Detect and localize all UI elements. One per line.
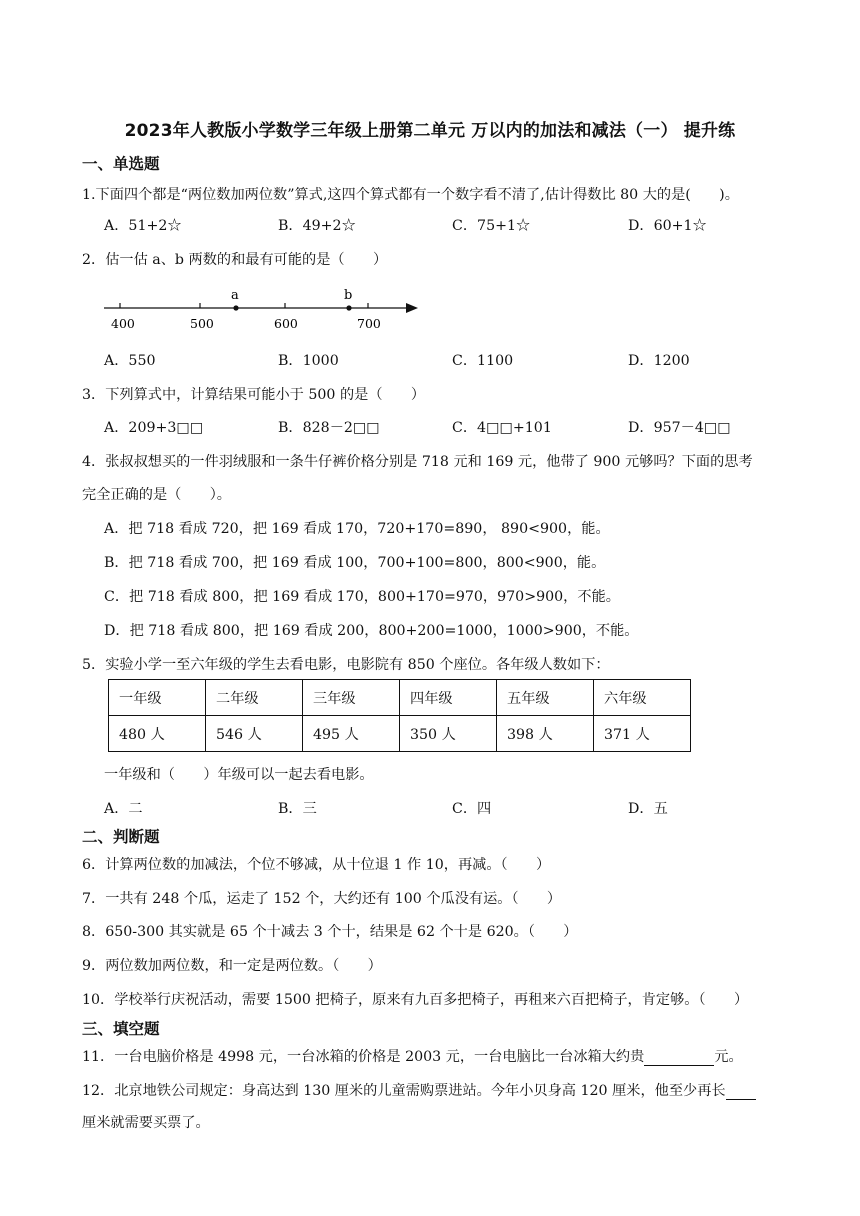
question-1-option-c: C．75+1☆ — [452, 218, 531, 234]
number-line-arrow — [406, 303, 418, 313]
question-2-option-d: D．1200 — [628, 353, 690, 369]
question-6: 6．计算两位数的加减法，个位不够减，从十位退 1 作 10，再减。（ ） — [82, 857, 551, 873]
grade-count-table — [108, 679, 691, 752]
question-2-stem: 2．估一估 a、b 两数的和最有可能的是（ ） — [82, 252, 388, 268]
question-1-option-d: D．60+1☆ — [628, 218, 707, 234]
question-8: 8．650-300 其实就是 65 个十减去 3 个十，结果是 62 个十是 620。（ ） — [82, 924, 578, 940]
table-cell: 480 人 — [109, 716, 206, 752]
table-header-cell: 四年级 — [400, 680, 497, 716]
question-5-option-a: A．二 — [104, 801, 143, 817]
number-line-figure — [100, 282, 430, 334]
question-11-text: 11．一台电脑价格是 4998 元，一台冰箱的价格是 2003 元，一台电脑比一台冰箱大约贵 — [82, 1049, 645, 1065]
table-cell: 546 人 — [206, 716, 303, 752]
question-3-option-d: D．957－4□□ — [628, 420, 731, 436]
question-4-option-d: D．把 718 看成 800，把 169 看成 200，800+200=1000，1000>900，不能。 — [104, 623, 639, 639]
question-1-option-b: B．49+2☆ — [278, 218, 356, 234]
table-header-row — [109, 680, 691, 716]
question-12-text-line-1: 12．北京地铁公司规定：身高达到 130 厘米的儿童需购票进站。今年小贝身高 120 厘米，他至少再长 — [82, 1083, 726, 1099]
point-a-label: a — [231, 288, 239, 303]
question-2-option-b: B．1000 — [278, 353, 339, 369]
question-3-stem: 3．下列算式中，计算结果可能小于 500 的是（ ） — [82, 387, 426, 403]
question-5-option-d: D．五 — [628, 801, 668, 817]
question-4-option-c: C．把 718 看成 800，把 169 看成 170，800+170=970，970>900，不能。 — [104, 589, 620, 605]
point-a — [233, 305, 238, 310]
table-cell: 371 人 — [594, 716, 691, 752]
point-b — [346, 305, 351, 310]
question-7: 7．一共有 248 个瓜，运走了 152 个，大约还有 100 个瓜没有运。（ ） — [82, 891, 562, 907]
table-header-cell: 三年级 — [303, 680, 400, 716]
answer-blank[interactable] — [726, 1083, 756, 1100]
question-1-stem: 1.下面四个都是“两位数加两位数”算式,这四个算式都有一个数字看不清了,估计得数比 80 大的是( )。 — [82, 187, 739, 203]
question-3-option-c: C．4□□+101 — [452, 420, 552, 436]
question-9: 9．两位数加两位数，和一定是两位数。（ ） — [82, 958, 382, 974]
tick-label-400: 400 — [111, 316, 135, 331]
question-5-option-b: B．三 — [278, 801, 317, 817]
question-2-option-c: C．1100 — [452, 353, 514, 369]
table-cell: 398 人 — [497, 716, 594, 752]
question-11 — [82, 1046, 743, 1066]
question-5-stem: 5．实验小学一至六年级的学生去看电影，电影院有 850 个座位。各年级人数如下： — [82, 657, 610, 673]
table-cell: 350 人 — [400, 716, 497, 752]
question-2-option-a: A．550 — [104, 353, 156, 369]
section-heading-fill-in: 三、填空题 — [82, 1020, 160, 1038]
answer-blank[interactable] — [644, 1049, 714, 1066]
page-title: 2023年人教版小学数学三年级上册第二单元 万以内的加法和减法（一） 提升练 — [124, 121, 736, 141]
question-12-text-line-2: 厘米就需要买票了。 — [82, 1115, 210, 1131]
question-5-follow-up: 一年级和（ ）年级可以一起去看电影。 — [104, 767, 374, 783]
section-heading-single-choice: 一、单选题 — [82, 155, 160, 173]
tick-label-700: 700 — [357, 316, 381, 331]
question-4-stem-line-2: 完全正确的是（ ）。 — [82, 487, 231, 503]
question-4-option-a: A．把 718 看成 720，把 169 看成 170，720+170=890， 890<900，能。 — [104, 521, 610, 537]
tick-label-600: 600 — [274, 316, 298, 331]
question-4-stem-line-1: 4．张叔叔想买的一件羽绒服和一条牛仔裤价格分别是 718 元和 169 元，他带了 900 元够吗？下面的思考 — [82, 454, 753, 470]
tick-label-500: 500 — [190, 316, 214, 331]
question-5-option-c: C．四 — [452, 801, 492, 817]
table-header-cell: 五年级 — [497, 680, 594, 716]
question-3-option-b: B．828－2□□ — [278, 420, 380, 436]
question-12 — [82, 1080, 756, 1100]
table-header-cell: 一年级 — [109, 680, 206, 716]
question-3-option-a: A．209+3□□ — [104, 420, 204, 436]
table-row — [109, 716, 691, 752]
question-4-option-b: B．把 718 看成 700，把 169 看成 100，700+100=800，800<900，能。 — [104, 555, 606, 571]
question-10: 10．学校举行庆祝活动，需要 1500 把椅子，原来有九百多把椅子，再租来六百把椅子，肯定够。（ ） — [82, 992, 749, 1008]
table-cell: 495 人 — [303, 716, 400, 752]
section-heading-true-false: 二、判断题 — [82, 828, 160, 846]
table-header-cell: 六年级 — [594, 680, 691, 716]
question-1-option-a: A．51+2☆ — [104, 218, 182, 234]
question-11-unit: 元。 — [714, 1049, 743, 1065]
point-b-label: b — [344, 288, 353, 303]
table-header-cell: 二年级 — [206, 680, 303, 716]
